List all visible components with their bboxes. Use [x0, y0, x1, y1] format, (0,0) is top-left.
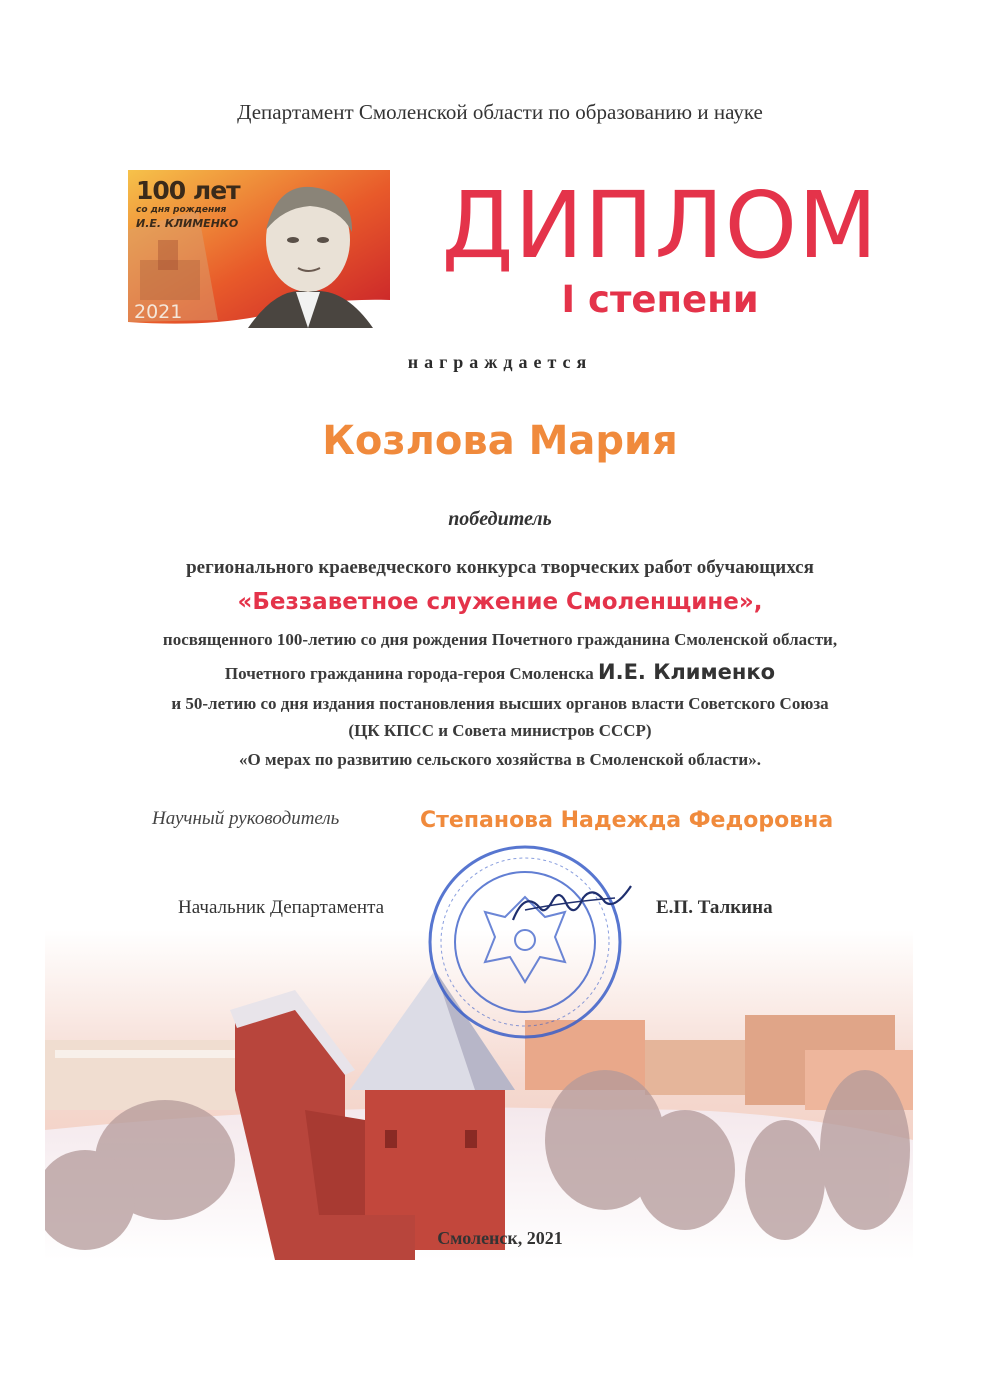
honorary-citizen-text: Почетного гражданина города-героя Смоленска: [224, 664, 594, 683]
department-head-label: Начальник Департамента: [178, 897, 385, 918]
department-head-name: Е.П. Талкина: [656, 897, 773, 918]
banner-number: 100 лет: [136, 176, 240, 205]
diploma-degree: I степени: [561, 278, 759, 321]
honoree-name: И.Е. Клименко: [598, 660, 776, 684]
honorary-citizen-line: [0, 660, 1000, 684]
authorities-line: (ЦК КПСС и Совета министров СССР): [348, 721, 652, 740]
diploma-title: ДИПЛОМ: [441, 172, 879, 279]
department-heading: Департамент Смоленской области по образованию и науке: [237, 100, 763, 124]
anniversary-banner: [128, 170, 390, 328]
city-year: Смоленск, 2021: [437, 1228, 563, 1248]
resolution-title: «О мерах по развитию сельского хозяйства в Смоленской области».: [239, 750, 761, 769]
official-stamp: [425, 842, 625, 1042]
contest-title: «Беззаветное служение Смоленщине»,: [237, 589, 763, 615]
banner-subtitle: со дня рождения: [136, 205, 227, 215]
winner-text: победитель: [448, 508, 552, 530]
banner-person: И.Е. КЛИМЕНКО: [136, 217, 239, 230]
supervisor-label: Научный руководитель: [152, 808, 340, 829]
signature: [505, 880, 635, 930]
banner-year: 2021: [134, 301, 183, 323]
supervisor-name: Степанова Надежда Федоровна: [420, 808, 834, 833]
contest-description-line: регионального краеведческого конкурса творческих работ обучающихся: [186, 557, 814, 578]
awarded-text: награждается: [407, 352, 593, 372]
dedication-line: посвященного 100-летию со дня рождения Почетного гражданина Смоленской области,: [162, 630, 838, 649]
anniversary-line: и 50-летию со дня издания постановления высших органов власти Советского Союза: [171, 694, 829, 713]
recipient-name: Козлова Мария: [322, 418, 678, 464]
